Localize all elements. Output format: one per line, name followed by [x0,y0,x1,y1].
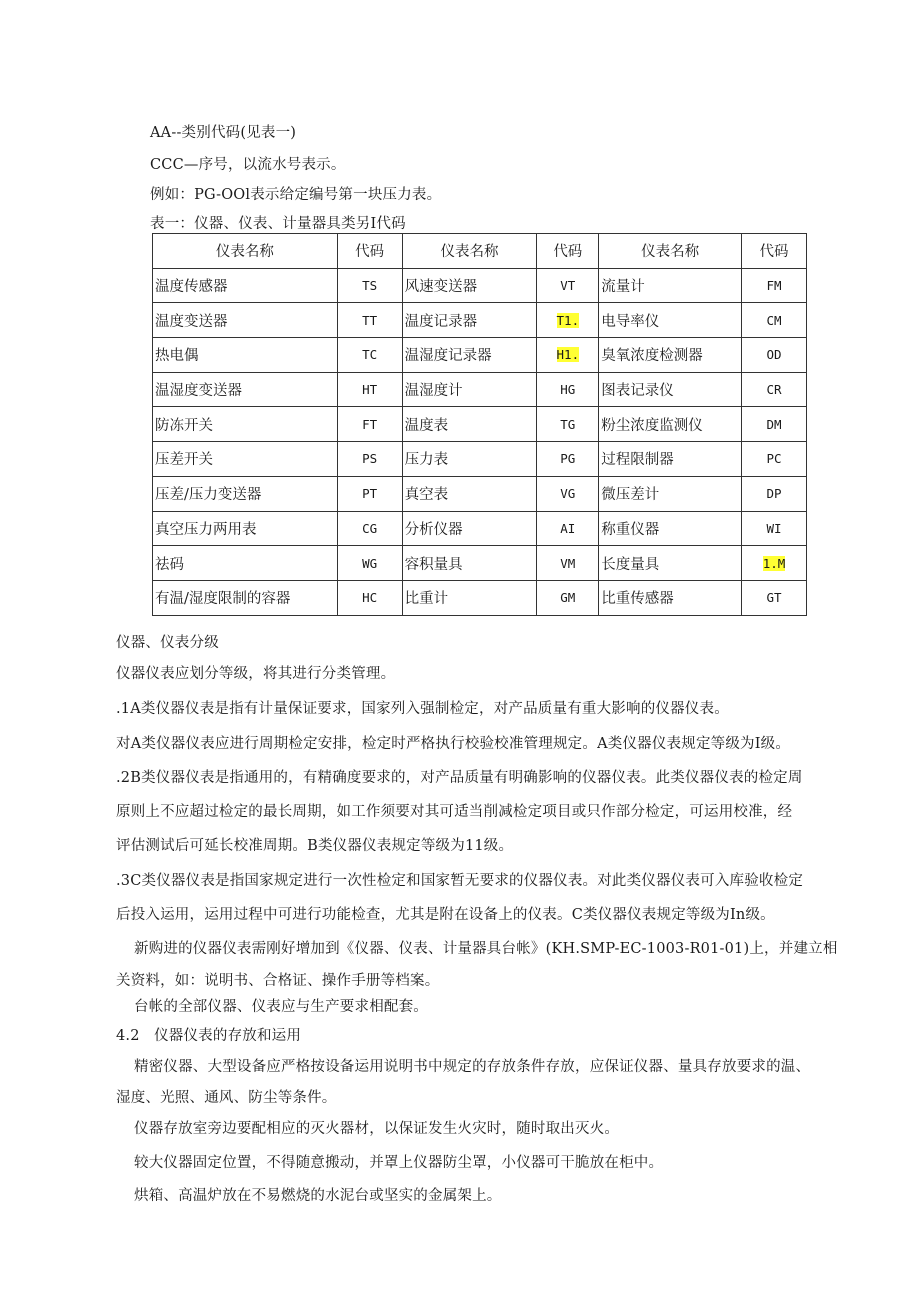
table-cell: 粉尘浓度监测仪 [599,407,742,442]
table-cell: OD [742,338,807,373]
header-name-1: 仪表名称 [153,234,338,269]
table-cell: PT [337,476,402,511]
table-cell: 过程限制器 [599,442,742,477]
table-cell: 压力表 [402,442,537,477]
table-cell: 比重计 [402,580,537,615]
table-cell: PG [537,442,599,477]
table-cell: 称重仪器 [599,511,742,546]
table-cell: 真空表 [402,476,537,511]
table-row [153,442,807,477]
table-cell: FM [742,268,807,303]
table-cell: PS [337,442,402,477]
table-row [153,372,807,407]
header-code-1: 代码 [337,234,402,269]
header-code-2: 代码 [537,234,599,269]
table-cell: 温度表 [402,407,537,442]
table-cell: TT [337,303,402,338]
table-cell: VM [537,546,599,581]
table-cell: AI [537,511,599,546]
table-cell: 压差开关 [153,442,338,477]
paragraph: .2B类仪器仪表是指通用的，有精确度要求的，对产品质量有明确影响的仪器仪表。此类仪器仪表的检定周 [116,770,803,786]
paragraph: .3C类仪器仪表是指国家规定进行一次性检定和国家暂无要求的仪器仪表。对此类仪器仪表可入库验收检定 [116,873,804,889]
table-cell: 温湿度记录器 [402,338,537,373]
table-cell: WI [742,511,807,546]
table-cell: CR [742,372,807,407]
paragraph: 较大仪器固定位置，不得随意搬动，并罩上仪器防尘罩，小仪器可干脆放在柜中。 [134,1155,664,1171]
table-cell: HC [337,580,402,615]
table-cell [537,338,599,373]
table-cell: VG [537,476,599,511]
table-cell: 温度记录器 [402,303,537,338]
table-cell: 容积量具 [402,546,537,581]
table-cell: 温度变送器 [153,303,338,338]
table-cell: GM [537,580,599,615]
table-cell: 温湿度计 [402,372,537,407]
paragraph: 对A类仪器仪表应进行周期检定安排，检定时严格执行校验校准管理规定。A类仪器仪表规定等级为I级。 [116,736,791,752]
table-cell: HT [337,372,402,407]
header-name-3: 仪表名称 [599,234,742,269]
table-cell: GT [742,580,807,615]
paragraph: 关资料，如：说明书、合格证、操作手册等档案。 [116,973,440,989]
table-cell: 流量计 [599,268,742,303]
table-cell: 长度量具 [599,546,742,581]
table-cell: 祛码 [153,546,338,581]
table-cell: 比重传感器 [599,580,742,615]
table-cell: 图表记录仪 [599,372,742,407]
table-row [153,268,807,303]
table-cell: 臭氧浓度检测器 [599,338,742,373]
table-cell: 防冻开关 [153,407,338,442]
table-cell [742,546,807,581]
paragraph: .1A类仪器仪表是指有计量保证要求，国家列入强制检定，对产品质量有重大影响的仪器仪表。 [116,701,729,717]
paragraph: 评估测试后可延长校准周期。B类仪器仪表规定等级为11级。 [116,838,514,854]
table-row [153,476,807,511]
table-header-row [153,234,807,269]
paragraph: 仪器仪表应划分等级，将其进行分类管理。 [116,666,396,682]
table-cell: VT [537,268,599,303]
section-heading-grading: 仪器、仪表分级 [116,635,219,651]
table-cell: DM [742,407,807,442]
table-cell: 温度传感器 [153,268,338,303]
table-cell: 分析仪器 [402,511,537,546]
table-cell: 真空压力两用表 [153,511,338,546]
table-cell: PC [742,442,807,477]
table-cell: DP [742,476,807,511]
paragraph: 新购进的仪器仪表需刚好增加到《仪器、仪表、计量器具台帐》(KH.SMP-EC-1003-R01-01)上，并建立相 [134,941,838,957]
table-cell: 温湿度变送器 [153,372,338,407]
intro-line-sequence: CCC—序号，以流水号表示。 [150,157,346,173]
paragraph: 原则上不应超过检定的最长周期，如工作须要对其可适当削减检定项目或只作部分检定，可运用校准，经 [116,804,793,820]
paragraph: 湿度、光照、通风、防尘等条件。 [116,1090,337,1106]
table-caption: 表一：仪器、仪表、计量器具类另I代码 [150,216,406,232]
table-cell: CG [337,511,402,546]
header-code-3: 代码 [742,234,807,269]
table-row [153,511,807,546]
table-cell: HG [537,372,599,407]
table-cell [537,303,599,338]
table-cell: TC [337,338,402,373]
highlighted-code: H1. [556,347,580,363]
highlighted-code: 1.M [762,555,786,571]
highlighted-code: T1. [556,312,580,328]
header-name-2: 仪表名称 [402,234,537,269]
paragraph: 精密仪器、大型设备应严格按设备运用说明书中规定的存放条件存放，应保证仪器、量具存放要求的温、 [134,1059,811,1075]
table-row [153,303,807,338]
paragraph: 后投入运用，运用过程中可进行功能检查，尤其是附在设备上的仪表。C类仪器仪表规定等级为In级。 [116,907,775,923]
paragraph: 台帐的全部仪器、仪表应与生产要求相配套。 [134,999,428,1015]
table-cell: 风速变送器 [402,268,537,303]
paragraph: 仪器存放室旁边要配相应的灭火器材，以保证发生火灾时，随时取出灭火。 [134,1121,620,1137]
instrument-code-table [152,233,807,616]
table-row [153,338,807,373]
table-cell: 有温/湿度限制的容器 [153,580,338,615]
table-cell: CM [742,303,807,338]
intro-line-example: 例如：PG-OOl表示给定编号第一块压力表。 [150,187,442,203]
table-cell: TG [537,407,599,442]
section-heading-storage: 4.2 仪器仪表的存放和运用 [116,1028,302,1044]
table-cell: FT [337,407,402,442]
table-cell: 电导率仪 [599,303,742,338]
table-cell: 热电偶 [153,338,338,373]
paragraph: 烘箱、高温炉放在不易燃烧的水泥台或坚实的金属架上。 [134,1188,502,1204]
intro-line-category: AA--类别代码(见表一) [150,125,297,141]
table-row [153,580,807,615]
table-row [153,546,807,581]
table-cell: 压差/压力变送器 [153,476,338,511]
table-cell: WG [337,546,402,581]
table-row [153,407,807,442]
table-cell: 微压差计 [599,476,742,511]
table-cell: TS [337,268,402,303]
